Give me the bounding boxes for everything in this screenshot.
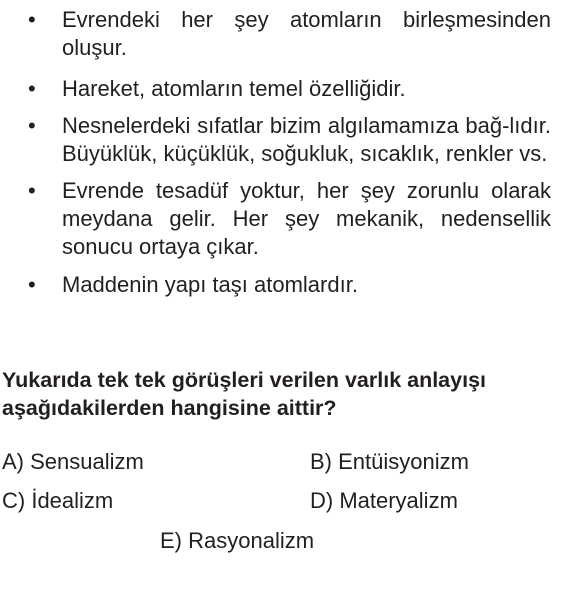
bullet-icon: • [28,76,36,101]
statement-text: Nesnelerdeki sıfatlar bizim algılamamıza bağ-lıdır. Büyüklük, küçüklük, soğukluk, sıcaklık, renkler vs. [62,113,551,166]
statement-item [0,6,573,62]
statement-text: Hareket, atomların temel özelliğidir. [62,76,406,101]
statement-item [0,75,573,103]
statement-text: Evrendeki her şey atomların birleşmesinden oluşur. [62,7,551,60]
statement-text: Maddenin yapı taşı atomlardır. [62,272,358,297]
statement-text: Evrende tesadüf yoktur, her şey zorunlu olarak meydana gelir. Her şey mekanik, nedensellik sonucu ortaya çıkar. [62,178,551,259]
option-b[interactable]: B) Entüisyonizm [310,449,469,474]
option-a[interactable]: A) Sensualizm [2,449,144,474]
statement-item [0,177,573,261]
option-e[interactable]: E) Rasyonalizm [160,528,315,553]
bullet-icon: • [28,7,36,32]
statement-item [0,112,573,168]
question-text: Yukarıda tek tek görüşleri verilen varlık anlayışı aşağıdakilerden hangisine aittir? [2,368,487,420]
option-d[interactable]: D) Materyalizm [310,488,458,513]
statement-list [0,6,573,309]
bullet-icon: • [28,272,36,297]
bullet-icon: • [28,113,36,138]
option-c[interactable]: C) İdealizm [2,488,114,513]
statement-item [0,271,573,299]
bullet-icon: • [28,178,36,203]
